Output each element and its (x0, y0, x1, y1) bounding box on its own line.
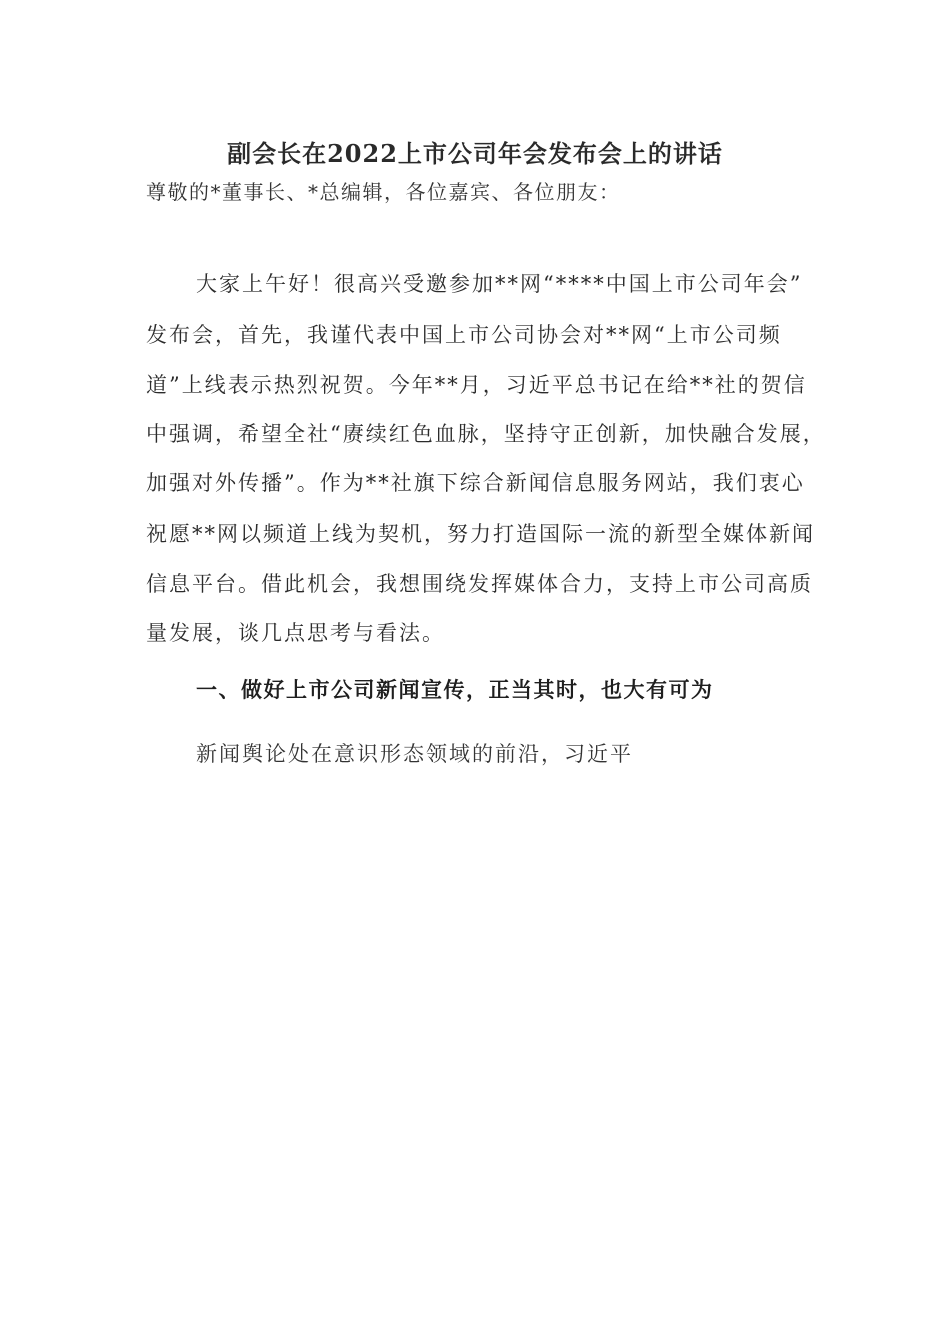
salutation: 尊敬的*董事长、*总编辑，各位嘉宾、各位朋友： (146, 180, 621, 204)
paragraph-line: 道”上线表示热烈祝贺。今年**月，习近平总书记在给**社的贺信 (146, 373, 807, 397)
paragraph-line: 新闻舆论处在意识形态领域的前沿，习近平 (196, 742, 633, 766)
paragraph-line: 祝愿**网以频道上线为契机，努力打造国际一流的新型全媒体新闻 (146, 522, 815, 546)
paragraph-line: 加强对外传播”。作为**社旗下综合新闻信息服务网站，我们衷心 (146, 471, 805, 495)
paragraph-line: 信息平台。借此机会，我想围绕发挥媒体合力，支持上市公司高质 (146, 572, 813, 596)
paragraph-line: 发布会，首先，我谨代表中国上市公司协会对**网“上市公司频 (146, 323, 782, 347)
paragraph-line: 中强调，希望全社“赓续红色血脉，坚持守正创新，加快融合发展， (146, 422, 826, 446)
paragraph-line: 量发展，谈几点思考与看法。 (146, 621, 445, 645)
document-title: 副会长在2022上市公司年会发布会上的讲话 (227, 139, 723, 168)
paragraph-line: 大家上午好！很高兴受邀参加**网“****中国上市公司年会” (196, 272, 803, 296)
section-heading: 一、做好上市公司新闻宣传，正当其时，也大有可为 (196, 677, 714, 702)
